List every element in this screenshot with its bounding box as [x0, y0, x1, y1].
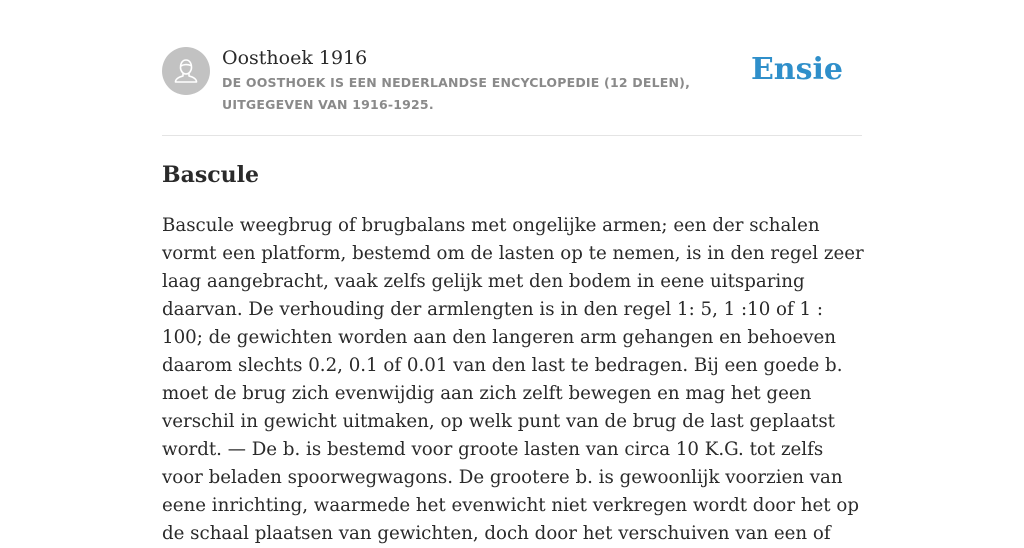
brand-logo[interactable]: Ensie: [750, 52, 843, 87]
source-avatar[interactable]: [162, 47, 210, 95]
source-header: [162, 46, 862, 136]
source-name[interactable]: Oosthoek 1916: [222, 47, 368, 69]
source-description: DE OOSTHOEK IS EEN NEDERLANDSE ENCYCLOPEDIE (12 DELEN), UITGEGEVEN VAN 1916-1925.: [222, 75, 691, 112]
user-silhouette-icon: [162, 47, 210, 95]
article-body: Bascule weegbrug of brugbalans met ongelijke armen; een der schalen vormt een platform, bestemd om de lasten op te nemen, is in den regel zeer laag aangebracht, vaak zelfs gelijk met den bodem in eene uitsparing daarvan. De verhouding der armlengten is in den regel 1: 5, 1 :10 of 1 : 100; de gewichten worden aan den langeren arm gehangen en behoeven daarom slechts 0.2, 0.1 of 0.01 van den last te bedragen. Bij een goede b. moet de brug zich evenwijdig aan zich zelft bewegen en mag het geen verschil in gewicht uitmaken, op welk punt van de brug de last geplaatst wordt. — De b. is bestemd voor groote lasten van circa 10 K.G. tot zelfs voor beladen spoorwegwagons. De grootere b. is gewoonlijk voorzien van eene inrichting, waarmede het evenwicht niet verkregen wordt door het op de schaal plaatsen van gewichten, doch door het verschuiven van een of: [162, 215, 864, 544]
article-title: Bascule: [162, 162, 259, 188]
